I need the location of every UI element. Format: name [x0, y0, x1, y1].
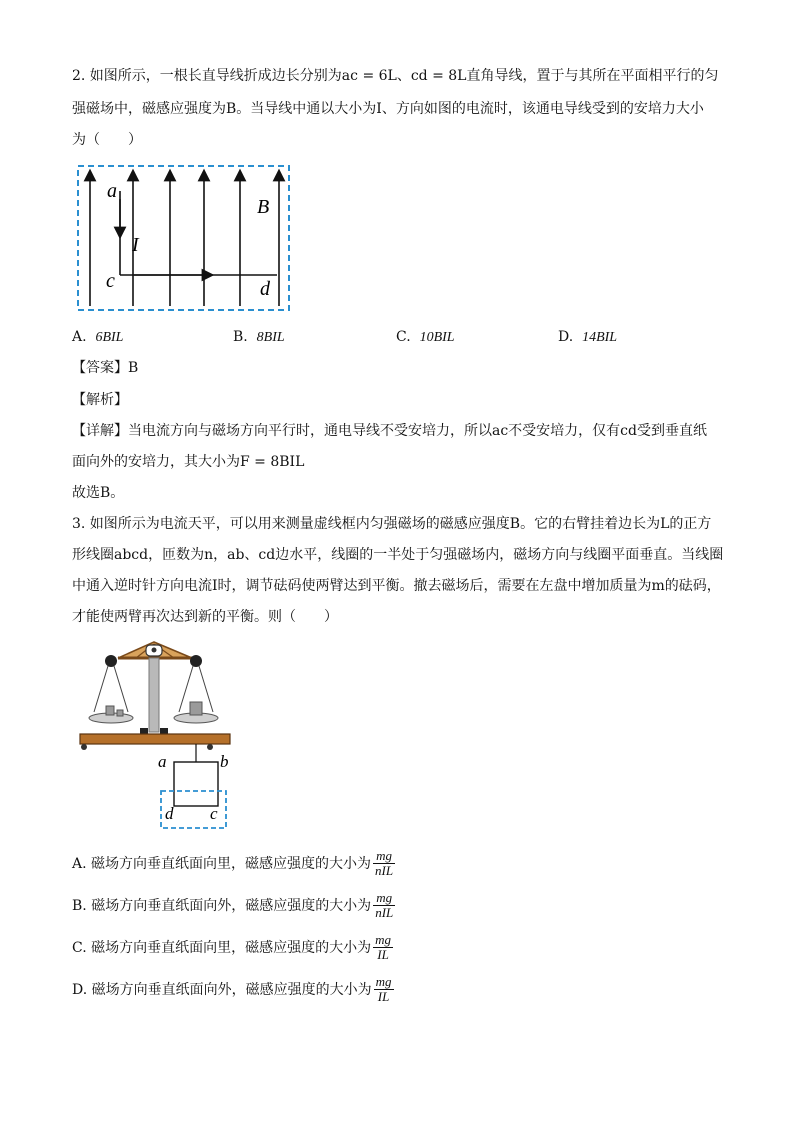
label-a: a	[107, 180, 117, 202]
q2-stem-line3: 为（ ）	[72, 132, 142, 148]
q3-choice-c: C. 磁场方向垂直纸面向里，磁感应强度的大小为 $\frac{mg}{IL}$	[72, 931, 392, 962]
q3-stem-line4: 才能使两臂再次达到新的平衡。则（ ）	[72, 609, 338, 625]
q2-option-b: B. 8BIL	[233, 329, 285, 345]
q3-stem-line3: 中通入逆时针方向电流I时，调节砝码使两臂达到平衡。撤去磁场后，需要在左盘中增加质量为m的砝码，	[72, 578, 721, 594]
q3-choice-b: B. 磁场方向垂直纸面向外，磁感应强度的大小为 $\frac{mg}{\text{nIL}}$	[72, 889, 394, 920]
q2-magnetic-field-figure	[74, 163, 292, 313]
q2-option-a: A. 6BIL	[72, 329, 124, 345]
label-d: d	[260, 278, 270, 300]
q2-option-d: D. 14BIL	[558, 329, 618, 345]
coil-label-a: a	[158, 752, 167, 771]
q2-stem-line1: 2. 如图所示，一根长直导线折成边长分别为ac = 6L、cd = 8L直角导线，置于与其所在平面相平行的匀	[72, 68, 719, 84]
q2-detail-line2: 面向外的安培力，其大小为F = 8BIL	[72, 454, 305, 470]
q3-stem-line2: 形线圈abcd，匝数为n，ab、cd边水平，线圈的一半处于匀强磁场内，磁场方向与线圈平面垂直。当线圈	[72, 547, 724, 563]
label-I: I	[132, 234, 139, 256]
coil-label-b: b	[220, 752, 229, 771]
right-pan	[174, 666, 218, 723]
q2-stem-line2: 强磁场中，磁感应强度为B。当导线中通以大小为I、方向如图的电流时，该通电导线受到的安培力大小	[72, 101, 704, 117]
q2-conclusion: 故选B。	[72, 485, 125, 501]
square-coil	[174, 762, 218, 806]
label-B: B	[257, 196, 270, 218]
base-board	[80, 734, 230, 744]
q3-choice-d: D. 磁场方向垂直纸面向外，磁感应强度的大小为 $\frac{mg}{IL}$	[72, 973, 392, 1004]
q2-option-c: C. 10BIL	[396, 329, 455, 345]
coil-label-c: c	[210, 804, 218, 823]
q3-stem-line1: 3. 如图所示为电流天平，可以用来测量虚线框内匀强磁场的磁感应强度B。它的右臂挂着边长为L的正方	[72, 516, 712, 532]
q2-detail-line1: 【详解】当电流方向与磁场方向平行时，通电导线不受安培力，所以ac不受安培力，仅有cd受到垂直纸	[72, 423, 707, 439]
label-c: c	[106, 270, 115, 292]
q2-answer: 【答案】B	[72, 360, 139, 376]
q2-analysis-heading: 【解析】	[72, 392, 128, 408]
field-lines	[90, 175, 279, 306]
coil-label-d: d	[165, 804, 174, 823]
q3-choice-a: A. 磁场方向垂直纸面向里，磁感应强度的大小为 $\frac{mg}{\text{nIL}}$	[72, 847, 394, 878]
balance-beam	[118, 642, 192, 658]
left-pan	[89, 666, 133, 723]
q3-current-balance-figure	[78, 636, 234, 832]
